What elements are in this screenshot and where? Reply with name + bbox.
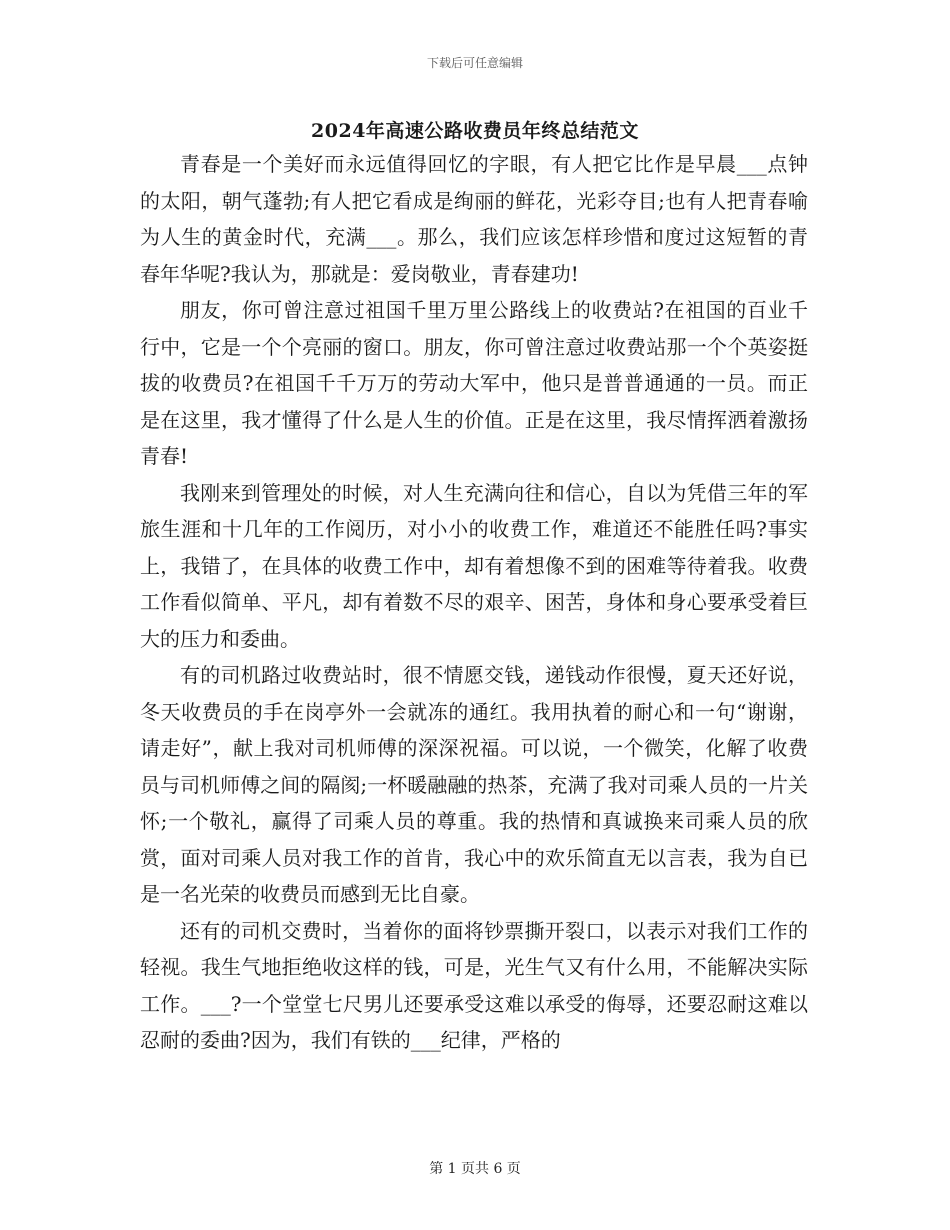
paragraph: 朋友，你可曾注意过祖国千里万里公路线上的收费站?在祖国的百业千行中，它是一个个亮丽的窗口。朋友，你可曾注意过收费站那一个个英姿挺拔的收费员?在祖国千千万万的劳动大军中，他只是普普通通的一员。而正是在这里，我才懂得了什么是人生的价值。正是在这里，我尽情挥洒着激扬青春!: [140, 298, 808, 468]
page-header-note: 下载后可任意编辑: [426, 56, 523, 70]
document-body: [140, 146, 808, 1059]
paragraph: 还有的司机交费时，当着你的面将钞票撕开裂口，以表示对我们工作的轻视。我生气地拒绝收这样的钱，可是，光生气又有什么用，不能解决实际工作。___?一个堂堂七尺男儿还要承受这难以承受的侮辱，还要忍耐这难以忍耐的委曲?因为，我们有铁的___纪律，严格的: [140, 918, 808, 1052]
document-title: 2024年高速公路收费员年终总结范文: [311, 120, 639, 142]
paragraph: 有的司机路过收费站时，很不情愿交钱，递钱动作很慢，夏天还好说，冬天收费员的手在岗亭外一会就冻的通红。我用执着的耐心和一句“谢谢，请走好”，献上我对司机师傅的深深祝福。可以说，一个微笑，化解了收费员与司机师傅之间的隔阂;一杯暖融融的热茶，充满了我对司乘人员的一片关怀;一个敬礼，赢得了司乘人员的尊重。我的热情和真诚换来司乘人员的欣赏，面对司乘人员对我工作的首肯，我心中的欢乐简直无以言表，我为自已是一名光荣的收费员而感到无比自豪。: [140, 663, 808, 906]
paragraph: 青春是一个美好而永远值得回忆的字眼，有人把它比作是早晨___点钟的太阳，朝气蓬勃;有人把它看成是绚丽的鲜花，光彩夺目;也有人把青春喻为人生的黄金时代，充满___。那么，我们应该怎样珍惜和度过这短暂的青春年华呢?我认为，那就是：爱岗敬业，青春建功!: [140, 152, 808, 286]
paragraph: 我刚来到管理处的时候，对人生充满向往和信心，自以为凭借三年的军旅生涯和十几年的工作阅历，对小小的收费工作，难道还不能胜任吗?事实上，我错了，在具体的收费工作中，却有着想像不到的困难等待着我。收费工作看似简单、平凡，却有着数不尽的艰辛、困苦，身体和身心要承受着巨大的压力和委曲。: [140, 480, 808, 651]
page-number: 第 1 页共 6 页: [429, 1161, 521, 1177]
